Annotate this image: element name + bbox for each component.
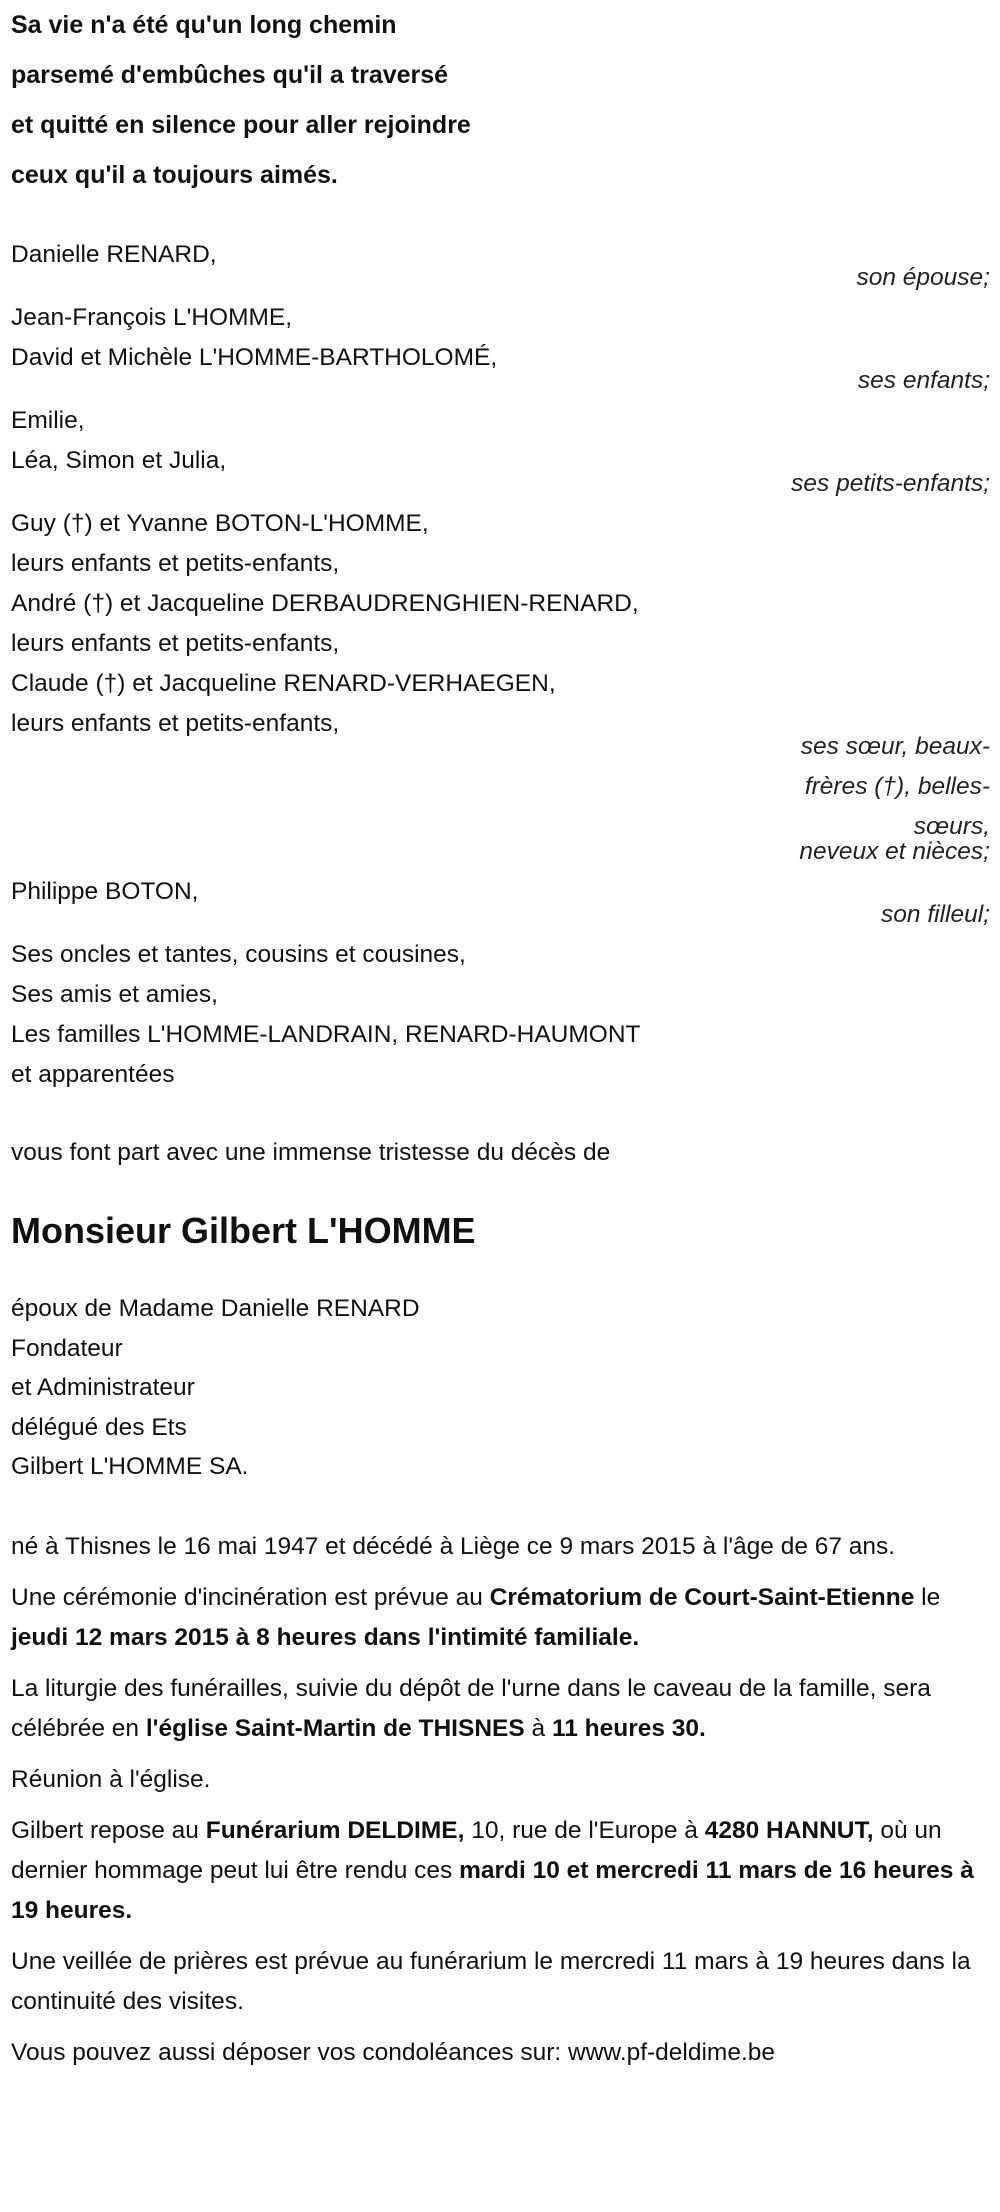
- church-name: l'église Saint-Martin de THISNES: [145, 1714, 525, 1742]
- relation-label: ses enfants;: [857, 367, 990, 394]
- meeting-paragraph: Réunion à l'église.: [11, 1765, 211, 1793]
- text: 10, rue de l'Europe à: [464, 1816, 705, 1844]
- funeral-home-city: 4280 HANNUT,: [704, 1816, 874, 1844]
- family-name: et apparentées: [11, 1061, 175, 1088]
- text: Une cérémonie d'incinération est prévue au: [11, 1583, 490, 1611]
- condolences-paragraph: Vous pouvez aussi déposer vos condoléances sur: www.pf-deldime.be: [11, 2038, 776, 2066]
- quality-line: Fondateur: [11, 1334, 123, 1362]
- relation-label: son épouse;: [856, 264, 990, 291]
- rest-paragraph: [11, 1811, 986, 1931]
- relation-line: frères (†), belles-: [804, 773, 990, 800]
- family-name: Les familles L'HOMME-LANDRAIN, RENARD-HAUMONT: [11, 1021, 641, 1048]
- family-name: leurs enfants et petits-enfants,: [11, 710, 340, 737]
- poem-line: ceux qu'il a toujours aimés.: [11, 161, 338, 189]
- cremation-paragraph: [11, 1578, 986, 1658]
- family-name: André (†) et Jacqueline DERBAUDRENGHIEN-RENARD,: [11, 590, 639, 617]
- poem-line: Sa vie n'a été qu'un long chemin: [11, 11, 397, 39]
- funeral-details: [11, 1527, 986, 2073]
- family-list: [11, 235, 990, 1095]
- liturgy-time: 11 heures 30.: [551, 1714, 706, 1742]
- relation-line: neveux et nièces;: [799, 838, 990, 865]
- quality-line: et Administrateur: [11, 1374, 195, 1401]
- crematorium-name: Crématorium de Court-Saint-Etienne: [489, 1583, 915, 1611]
- family-name: Guy (†) et Yvanne BOTON-L'HOMME,: [11, 510, 429, 537]
- family-name: leurs enfants et petits-enfants,: [11, 550, 340, 577]
- family-name: Philippe BOTON,: [11, 878, 199, 905]
- family-group-grandchildren: [11, 401, 990, 504]
- family-name: Ses oncles et tantes, cousins et cousines,: [11, 941, 466, 968]
- family-name: Claude (†) et Jacqueline RENARD-VERHAEGEN,: [11, 670, 556, 697]
- family-group-godson: [11, 872, 990, 935]
- visiting-hours: mardi 10 et mercredi 11 mars de 16 heures à 19 heures.: [11, 1856, 974, 1924]
- relation-label: son filleul;: [881, 901, 990, 928]
- text: Gilbert repose au: [11, 1816, 206, 1844]
- poem-line: parsemé d'embûches qu'il a traversé: [11, 61, 449, 89]
- family-group-others: [11, 935, 990, 1095]
- vigil-paragraph: Une veillée de prières est prévue au funérarium le mercredi 11 mars à 19 heures dans la continuité des visites.: [11, 1947, 971, 2015]
- relation-label: ses petits-enfants;: [791, 470, 990, 497]
- quality-line: époux de Madame Danielle RENARD: [11, 1295, 420, 1322]
- liturgy-paragraph: [11, 1669, 986, 1749]
- text: La liturgie des funérailles, suivie du dépôt de l'urne dans le caveau de la famille, sera célébrée en: [11, 1674, 931, 1742]
- quality-line: Gilbert L'HOMME SA.: [11, 1453, 249, 1480]
- deceased-name: Monsieur Gilbert L'HOMME: [11, 1210, 476, 1251]
- quality-line: délégué des Ets: [11, 1413, 187, 1441]
- family-name: Léa, Simon et Julia,: [11, 447, 227, 474]
- relation-line: sœurs,: [913, 813, 990, 840]
- cremation-date: jeudi 12 mars 2015 à 8 heures dans l'intimité familiale.: [11, 1623, 640, 1651]
- funeral-home-name: Funérarium DELDIME,: [205, 1816, 465, 1844]
- family-name: Danielle RENARD,: [11, 241, 217, 268]
- family-group-children: [11, 298, 990, 401]
- deceased-qualities: [11, 1289, 990, 1487]
- text: où un dernier hommage peut lui être rendu ces: [11, 1816, 942, 1884]
- text: le: [914, 1583, 941, 1611]
- family-name: Ses amis et amies,: [11, 981, 218, 1008]
- text: à: [524, 1714, 552, 1742]
- birth-death-paragraph: né à Thisnes le 16 mai 1947 et décédé à Liège ce 9 mars 2015 à l'âge de 67 ans.: [11, 1532, 896, 1560]
- family-group-spouse: [11, 235, 990, 298]
- poem: [11, 0, 990, 200]
- family-group-siblings: [11, 504, 990, 872]
- family-name: leurs enfants et petits-enfants,: [11, 630, 340, 657]
- announcement-text: vous font part avec une immense tristesse du décès de: [11, 1139, 611, 1166]
- family-name: Jean-François L'HOMME,: [11, 304, 293, 331]
- family-name: Emilie,: [11, 407, 85, 434]
- family-name: David et Michèle L'HOMME-BARTHOLOMÉ,: [11, 344, 498, 371]
- poem-line: et quitté en silence pour aller rejoindre: [11, 111, 471, 139]
- relation-label: [11, 727, 990, 872]
- relation-line: ses sœur, beaux-: [800, 733, 990, 760]
